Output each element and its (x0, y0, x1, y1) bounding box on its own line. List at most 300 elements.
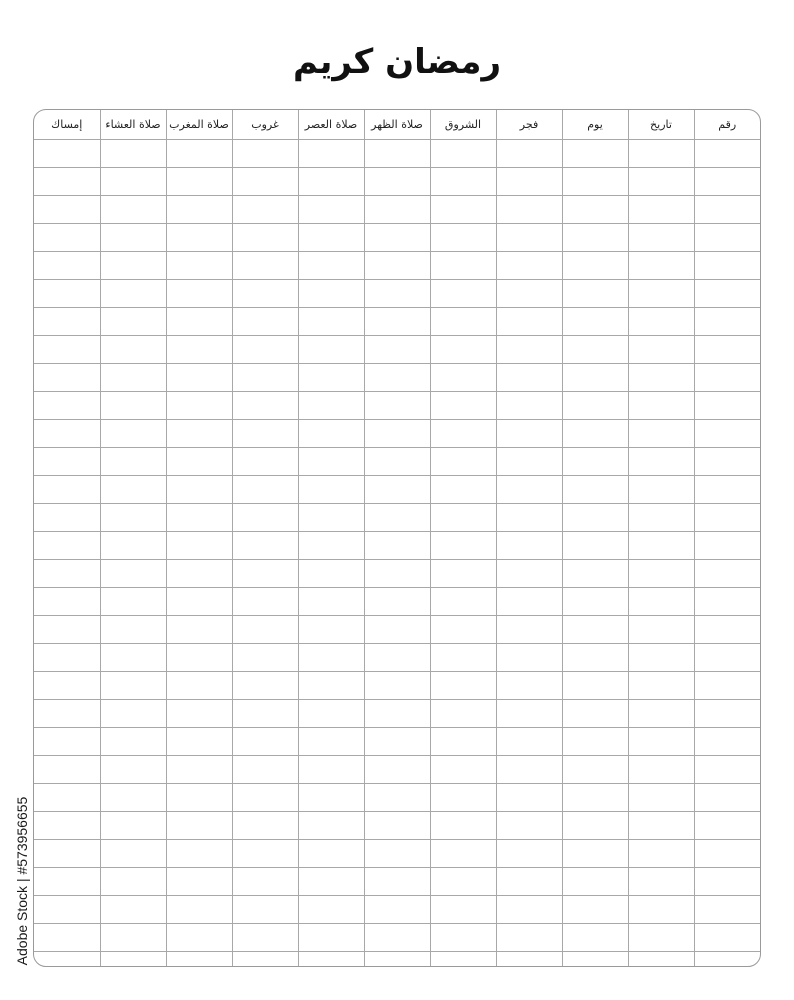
table-cell (430, 448, 496, 476)
table-cell (628, 700, 694, 728)
table-cell (628, 308, 694, 336)
table-row (34, 280, 760, 308)
table-cell (232, 168, 298, 196)
table-cell (166, 616, 232, 644)
table-row (34, 560, 760, 588)
table-row (34, 896, 760, 924)
table-cell (34, 644, 100, 672)
table-cell (166, 336, 232, 364)
table-cell (430, 168, 496, 196)
table-cell (364, 812, 430, 840)
table-cell (496, 588, 562, 616)
table-cell (100, 812, 166, 840)
table-cell (100, 532, 166, 560)
table-cell (34, 868, 100, 896)
table-cell (496, 784, 562, 812)
table-cell (100, 392, 166, 420)
table-cell (232, 700, 298, 728)
table-cell (34, 280, 100, 308)
table-cell (562, 308, 628, 336)
table-cell (100, 504, 166, 532)
table-cell (694, 532, 760, 560)
table-cell (100, 840, 166, 868)
table-cell (34, 924, 100, 952)
table-cell (166, 476, 232, 504)
table-cell (364, 532, 430, 560)
table-cell (496, 616, 562, 644)
table-cell (562, 924, 628, 952)
table-row (34, 504, 760, 532)
table-cell (100, 784, 166, 812)
table-cell (298, 756, 364, 784)
table-row (34, 168, 760, 196)
table-cell (694, 840, 760, 868)
table-cell (496, 896, 562, 924)
table-cell (694, 700, 760, 728)
table-cell (34, 308, 100, 336)
table-cell (430, 420, 496, 448)
table-cell (298, 280, 364, 308)
table-cell (562, 784, 628, 812)
table-cell (562, 672, 628, 700)
table-cell (562, 140, 628, 168)
table-cell (364, 588, 430, 616)
table-cell (100, 364, 166, 392)
table-cell (364, 840, 430, 868)
table-cell (628, 672, 694, 700)
table-cell (628, 896, 694, 924)
table-cell (562, 588, 628, 616)
table-cell (430, 196, 496, 224)
page-title: رمضان كريم (292, 42, 502, 82)
table-cell (364, 168, 430, 196)
table-cell (298, 336, 364, 364)
table-cell (430, 756, 496, 784)
table-cell (166, 756, 232, 784)
table-cell (100, 420, 166, 448)
table-cell (298, 924, 364, 952)
table-cell (34, 420, 100, 448)
table-cell (166, 728, 232, 756)
table-cell (562, 532, 628, 560)
table-cell (166, 252, 232, 280)
table-cell (628, 252, 694, 280)
table-cell (34, 812, 100, 840)
table-cell (232, 728, 298, 756)
table-cell (34, 476, 100, 504)
table-cell (430, 840, 496, 868)
table-cell (298, 140, 364, 168)
ramadan-timetable (33, 109, 761, 967)
table-cell (34, 840, 100, 868)
table-cell (496, 728, 562, 756)
table-cell (298, 672, 364, 700)
table-cell (232, 504, 298, 532)
table-cell (166, 532, 232, 560)
table-cell (364, 672, 430, 700)
table-cell (166, 448, 232, 476)
table-cell (34, 728, 100, 756)
table-row (34, 420, 760, 448)
table-cell (166, 168, 232, 196)
table-cell (562, 952, 628, 966)
table-row (34, 672, 760, 700)
table-cell (496, 812, 562, 840)
table-cell (496, 224, 562, 252)
table-cell (430, 644, 496, 672)
table-cell (232, 532, 298, 560)
table-cell (34, 616, 100, 644)
table-cell (34, 952, 100, 966)
table-cell (496, 252, 562, 280)
table-cell (100, 476, 166, 504)
table-cell (232, 840, 298, 868)
table-cell (694, 504, 760, 532)
table-cell (100, 168, 166, 196)
table-cell (628, 168, 694, 196)
column-header-sunset: غروب (232, 110, 298, 140)
table-cell (364, 700, 430, 728)
table-cell (694, 756, 760, 784)
table-cell (34, 700, 100, 728)
table-row (34, 644, 760, 672)
table-cell (166, 896, 232, 924)
table-cell (430, 616, 496, 644)
column-header-imsak: إمساك (34, 110, 100, 140)
table-cell (694, 168, 760, 196)
table-cell (562, 868, 628, 896)
table-cell (100, 616, 166, 644)
table-cell (694, 868, 760, 896)
table-row (34, 196, 760, 224)
table-cell (298, 560, 364, 588)
table-cell (628, 532, 694, 560)
table-cell (166, 196, 232, 224)
table-cell (298, 448, 364, 476)
table-cell (166, 952, 232, 966)
table-cell (496, 924, 562, 952)
table-cell (628, 952, 694, 966)
table-cell (694, 392, 760, 420)
table-cell (628, 224, 694, 252)
table-cell (100, 588, 166, 616)
table-cell (496, 756, 562, 784)
table-cell (430, 308, 496, 336)
table-cell (364, 252, 430, 280)
table-cell (298, 476, 364, 504)
table-cell (232, 756, 298, 784)
table-cell (34, 560, 100, 588)
table-cell (166, 924, 232, 952)
table-cell (298, 168, 364, 196)
table-cell (628, 728, 694, 756)
table-cell (166, 644, 232, 672)
table-cell (430, 868, 496, 896)
table-cell (232, 252, 298, 280)
table-cell (166, 504, 232, 532)
table-cell (232, 448, 298, 476)
table-cell (628, 756, 694, 784)
table-cell (34, 252, 100, 280)
table-cell (166, 784, 232, 812)
table-cell (562, 700, 628, 728)
table-cell (496, 644, 562, 672)
table-cell (496, 532, 562, 560)
table-cell (628, 392, 694, 420)
table-row (34, 140, 760, 168)
table-cell (430, 504, 496, 532)
table-cell (34, 364, 100, 392)
table-cell (694, 644, 760, 672)
table-cell (628, 336, 694, 364)
table-cell (496, 700, 562, 728)
table-cell (34, 392, 100, 420)
table-cell (34, 504, 100, 532)
table-cell (694, 252, 760, 280)
table-cell (364, 392, 430, 420)
stock-watermark-text: Adobe Stock | #573956655 (14, 796, 30, 966)
table-cell (364, 280, 430, 308)
table-cell (430, 952, 496, 966)
table-cell (562, 812, 628, 840)
table-cell (496, 168, 562, 196)
column-header-date: تاريخ (628, 110, 694, 140)
table-cell (100, 140, 166, 168)
table-body (34, 140, 760, 967)
table-cell (364, 756, 430, 784)
table-cell (562, 336, 628, 364)
table-cell (34, 224, 100, 252)
table-cell (298, 616, 364, 644)
table-cell (694, 448, 760, 476)
table-cell (562, 196, 628, 224)
table-cell (298, 868, 364, 896)
table-cell (628, 784, 694, 812)
table-row (34, 868, 760, 896)
table-cell (232, 392, 298, 420)
table-cell (496, 672, 562, 700)
table-cell (496, 952, 562, 966)
table-cell (430, 560, 496, 588)
table-cell (100, 196, 166, 224)
table-cell (100, 672, 166, 700)
table-row (34, 476, 760, 504)
table-cell (364, 952, 430, 966)
table-cell (562, 280, 628, 308)
table-cell (364, 224, 430, 252)
table-cell (100, 448, 166, 476)
table-cell (496, 448, 562, 476)
table-cell (100, 896, 166, 924)
table-cell (232, 868, 298, 896)
table-cell (694, 812, 760, 840)
table-cell (298, 420, 364, 448)
table-cell (298, 392, 364, 420)
table-cell (430, 532, 496, 560)
table-cell (364, 644, 430, 672)
table-cell (100, 336, 166, 364)
table-cell (364, 364, 430, 392)
table-cell (166, 308, 232, 336)
table-cell (430, 672, 496, 700)
table-row (34, 812, 760, 840)
table-cell (364, 476, 430, 504)
table-row (34, 308, 760, 336)
table-cell (562, 840, 628, 868)
table-cell (100, 560, 166, 588)
column-header-sunrise: الشروق (430, 110, 496, 140)
stock-watermark-id (12, 762, 32, 1000)
table-cell (232, 588, 298, 616)
table-cell (298, 700, 364, 728)
table-row (34, 784, 760, 812)
table-cell (694, 896, 760, 924)
table-cell (430, 336, 496, 364)
column-header-day: يوم (562, 110, 628, 140)
table-cell (694, 588, 760, 616)
table-cell (34, 168, 100, 196)
table-cell (496, 476, 562, 504)
table-cell (166, 700, 232, 728)
table-cell (694, 560, 760, 588)
table-row (34, 448, 760, 476)
table-cell (562, 420, 628, 448)
table-cell (496, 308, 562, 336)
table-row (34, 756, 760, 784)
table-cell (628, 644, 694, 672)
table-cell (364, 728, 430, 756)
table-cell (496, 392, 562, 420)
table-cell (232, 924, 298, 952)
table-cell (694, 196, 760, 224)
table-cell (628, 140, 694, 168)
table-cell (496, 140, 562, 168)
table-cell (298, 532, 364, 560)
table-cell (298, 224, 364, 252)
table-cell (628, 868, 694, 896)
table-cell (694, 336, 760, 364)
table-cell (364, 308, 430, 336)
table-row (34, 700, 760, 728)
table-row (34, 952, 760, 966)
table-cell (496, 840, 562, 868)
table-cell (562, 756, 628, 784)
table-cell (34, 672, 100, 700)
table-cell (34, 896, 100, 924)
table-cell (166, 812, 232, 840)
table-cell (100, 224, 166, 252)
table-cell (694, 728, 760, 756)
table-cell (100, 308, 166, 336)
table-cell (364, 420, 430, 448)
table-cell (166, 420, 232, 448)
table-row (34, 532, 760, 560)
header-row (34, 110, 760, 140)
table-cell (496, 420, 562, 448)
table-cell (430, 784, 496, 812)
table-cell (34, 140, 100, 168)
table-cell (364, 896, 430, 924)
column-header-number: رقم (694, 110, 760, 140)
table-cell (298, 952, 364, 966)
table-row (34, 616, 760, 644)
table-cell (298, 896, 364, 924)
column-header-dhuhr: صلاة الظهر (364, 110, 430, 140)
table-cell (100, 700, 166, 728)
table-row (34, 224, 760, 252)
table-cell (100, 644, 166, 672)
table-cell (694, 280, 760, 308)
table-cell (232, 364, 298, 392)
table-cell (166, 392, 232, 420)
column-header-fajr: فجر (496, 110, 562, 140)
table-cell (166, 140, 232, 168)
table-cell (34, 756, 100, 784)
table-cell (562, 644, 628, 672)
table-cell (562, 168, 628, 196)
table-cell (364, 560, 430, 588)
table-cell (496, 504, 562, 532)
table-cell (496, 280, 562, 308)
table-cell (298, 784, 364, 812)
table-cell (562, 448, 628, 476)
table-cell (430, 140, 496, 168)
table-cell (430, 224, 496, 252)
table-cell (694, 140, 760, 168)
table-cell (232, 784, 298, 812)
table-cell (232, 644, 298, 672)
table-cell (628, 924, 694, 952)
table-cell (694, 672, 760, 700)
table-cell (628, 196, 694, 224)
table-cell (100, 924, 166, 952)
column-header-asr: صلاة العصر (298, 110, 364, 140)
table-cell (232, 812, 298, 840)
table-cell (364, 504, 430, 532)
table-cell (694, 308, 760, 336)
table-cell (166, 588, 232, 616)
table-cell (298, 196, 364, 224)
table-cell (298, 504, 364, 532)
table-cell (694, 784, 760, 812)
table-cell (496, 336, 562, 364)
table-cell (694, 924, 760, 952)
table-cell (562, 896, 628, 924)
table-cell (232, 560, 298, 588)
table-cell (364, 924, 430, 952)
table-cell (562, 728, 628, 756)
table-cell (166, 560, 232, 588)
table-cell (34, 784, 100, 812)
table-cell (34, 532, 100, 560)
table-cell (562, 476, 628, 504)
table-cell (694, 476, 760, 504)
table-cell (562, 252, 628, 280)
table-row (34, 252, 760, 280)
table-cell (100, 756, 166, 784)
column-header-isha: صلاة العشاء (100, 110, 166, 140)
table-cell (430, 588, 496, 616)
table-cell (562, 392, 628, 420)
table-cell (562, 616, 628, 644)
table-cell (34, 448, 100, 476)
table-cell (232, 140, 298, 168)
table-row (34, 588, 760, 616)
table-cell (232, 280, 298, 308)
table-cell (430, 476, 496, 504)
table-cell (100, 952, 166, 966)
table-cell (298, 728, 364, 756)
